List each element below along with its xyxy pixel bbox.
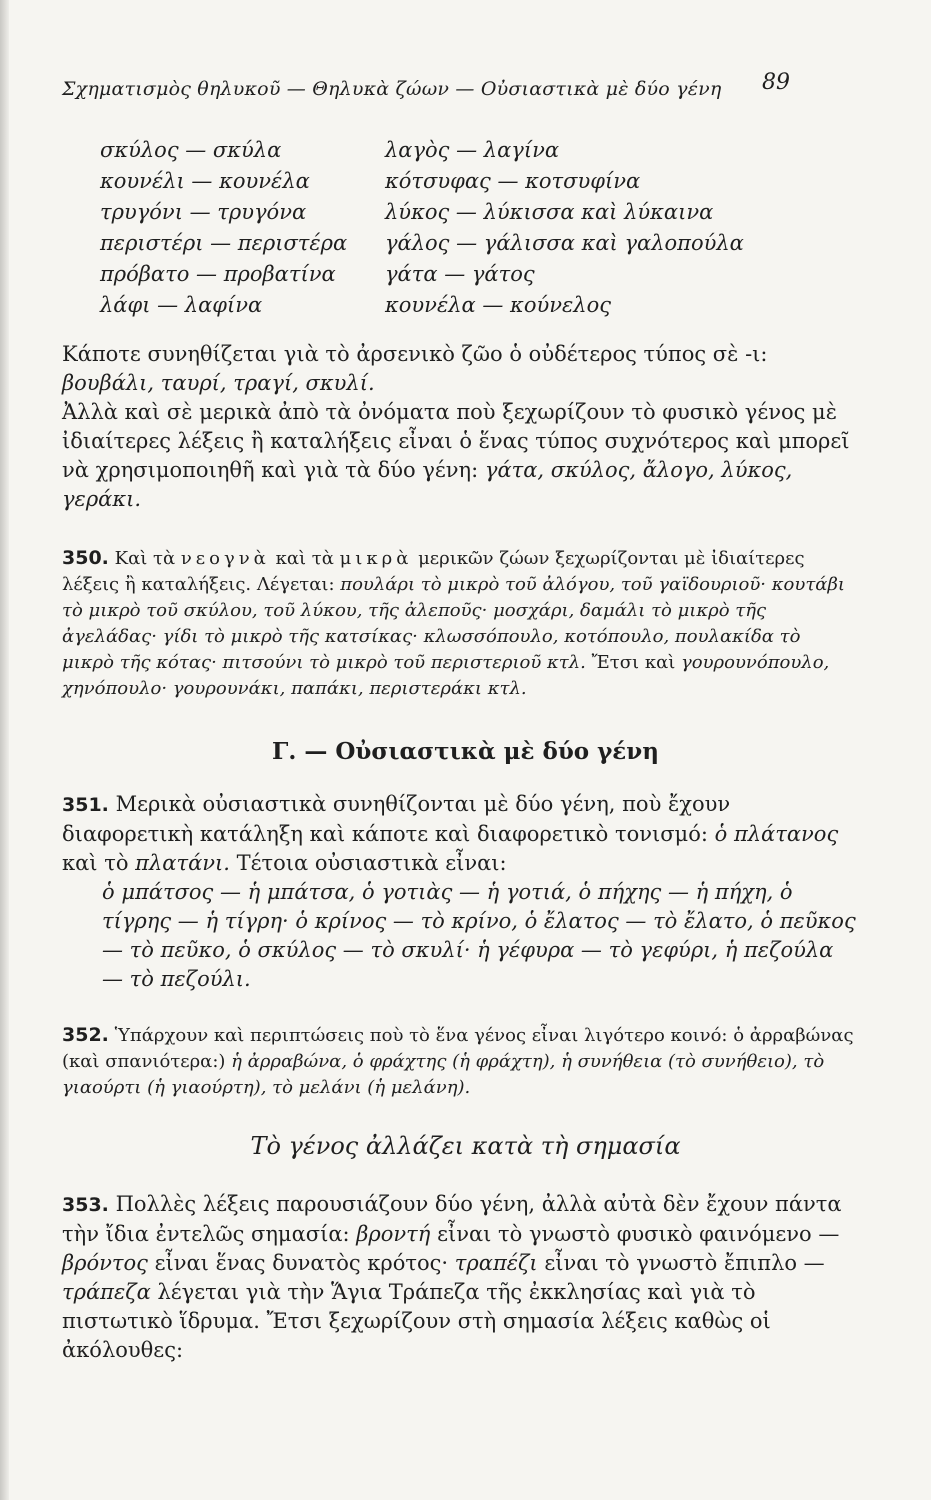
section-example: τράπεζα (62, 1280, 151, 1304)
noun-pair: περιστέρι — περιστέρα (100, 231, 348, 255)
section-text: μερικῶν ζώων ξεχωρίζονται μὲ ἰδιαίτερες λέξεις ἢ καταλήξεις. Λέγεται: (62, 548, 805, 595)
section-352 (22, 1022, 857, 1101)
section-text: εἶναι τὸ γνωστὸ ἔπιπλο — (544, 1251, 825, 1275)
noun-pairs-right (385, 135, 744, 321)
paragraph-common-form (22, 398, 857, 514)
noun-pairs-left (100, 135, 347, 321)
spaced-term: νεογνὰ (180, 548, 270, 569)
paragraph-masculine-neuter (22, 340, 857, 398)
paragraph-examples: βουβάλι, ταυρί, τραγί, σκυλί. (62, 371, 375, 395)
noun-pair: κότσυφας — κοτσυφίνα (385, 169, 641, 193)
section-text: Καὶ τὰ (114, 548, 176, 569)
section-text: καὶ τὸ (62, 851, 129, 875)
noun-pair: σκύλος — σκύλα (100, 138, 282, 162)
section-text: Τέτοια οὐσιαστικὰ εἶναι: (236, 851, 507, 875)
noun-pair: λάφι — λαφίνα (100, 293, 263, 317)
noun-pair: κουνέλα — κούνελος (385, 293, 611, 317)
section-text: ὁ ἀρραβώνας (καὶ σπανιότερα:) (62, 1025, 854, 1072)
section-text: εἶναι ἕνας δυνατὸς κρότος· (154, 1251, 449, 1275)
section-number: 351. (62, 794, 109, 816)
section-text: εἶναι τὸ γνωστὸ φυσικὸ φαινόμενο — (437, 1222, 840, 1246)
section-text: Ἔτσι καὶ (591, 652, 676, 673)
section-example: πλατάνι. (135, 851, 230, 875)
gender-pairs-list: ὁ μπάτσος — ἡ μπάτσα, ὁ γοτιὰς — ἡ γοτιά, ὁ πήχης — ἡ πήχη, ὁ τίγρης — ἡ τίγρη· ὁ κρίνος — τὸ κρίνο, ὁ ἔλατος — τὸ ἔλατο, ὁ πεῦκος — τὸ πεῦκο, ὁ σκύλος — τὸ σκυλί· ἡ γέφυρα — τὸ γεφύρι, ἡ πεζούλα — τὸ πεζούλι. (102, 880, 856, 991)
section-351 (22, 790, 857, 994)
section-heading-two-genders: Γ. — Οὐσιαστικὰ μὲ δύο γένη (272, 738, 659, 765)
section-text: καὶ τὰ (275, 548, 334, 569)
noun-pair: λύκος — λύκισσα καὶ λύκαινα (385, 200, 714, 224)
section-heading-meaning: Τὸ γένος ἀλλάζει κατὰ τὴ σημασία (250, 1132, 681, 1160)
spaced-term: μικρὰ (339, 548, 413, 569)
section-example: βροντή (356, 1222, 431, 1246)
section-353 (22, 1190, 857, 1365)
section-example: ὁ πλάτανος (714, 822, 839, 846)
section-examples: ἡ ἀρραβώνα, ὁ φράχτης (ἡ φράχτη), ἡ συνήθεια (τὸ συνήθειο), τὸ γιαούρτι (ἡ γιαούρτη), τὸ μελάνι (ἡ μελάνη). (62, 1051, 825, 1098)
paragraph-text: Κάποτε συνηθίζεται γιὰ τὸ ἀρσενικὸ ζῶο ὁ οὐδέτερος τύπος σὲ -ι: (62, 342, 768, 366)
noun-pair: πρόβατο — προβατίνα (100, 262, 336, 286)
noun-pair: γάτα — γάτος (385, 262, 535, 286)
paragraph-text: Ἀλλὰ καὶ σὲ μερικὰ ἀπὸ τὰ ὀνόματα ποὺ ξεχωρίζουν τὸ φυσικὸ γένος μὲ ἰδιαίτερες λέξεις ἢ καταλήξεις εἶναι ὁ ἕνας τύπος συχνότερος καὶ μπορεῖ νὰ χρησιμοποιηθῆ καὶ γιὰ τὰ δύο γένη: (62, 400, 850, 482)
noun-pair: γάλος — γάλισσα καὶ γαλοπούλα (385, 231, 744, 255)
running-header (62, 70, 822, 110)
noun-pair: τρυγόνι — τρυγόνα (100, 200, 307, 224)
section-number: 352. (62, 1024, 109, 1046)
section-text: Μερικὰ οὐσιαστικὰ συνηθίζονται μὲ δύο γένη, ποὺ ἔχουν διαφορετικὴ κατάληξη καὶ κάποτε καὶ διαφορετικὸ τονισμό: (62, 792, 731, 846)
page-number: 89 (762, 70, 790, 95)
section-text: Πολλὲς λέξεις παρουσιάζουν δύο γένη, ἀλλὰ αὐτὰ δὲν ἔχουν πάντα τὴν ἴδια ἐντελῶς σημασία: (62, 1192, 842, 1246)
section-350 (22, 545, 857, 702)
section-example: τραπέζι (454, 1251, 538, 1275)
noun-pair: λαγὸς — λαγίνα (385, 138, 560, 162)
paragraph-examples: γάτα, σκύλος, ἄλογο, λύκος, γεράκι. (62, 458, 793, 511)
section-text: λέγεται γιὰ τὴν Ἅγια Τράπεζα τῆς ἐκκλησίας καὶ γιὰ τὸ πιστωτικὸ ἵδρυμα. Ἔτσι ξεχωρίζουν στὴ σημασία λέξεις καθὼς οἱ ἀκόλουθες: (62, 1280, 771, 1362)
noun-pair: κουνέλι — κουνέλα (100, 169, 310, 193)
section-number: 350. (62, 547, 109, 569)
section-text: Ὑπάρχουν καὶ περιπτώσεις ποὺ τὸ ἕνα γένος εἶναι λιγότερο κοινό: (114, 1025, 728, 1046)
section-example: βρόντος (62, 1251, 148, 1275)
section-examples: γουρουνόπουλο, χηνόπουλο· γουρουνάκι, παπάκι, περιστεράκι κτλ. (62, 652, 830, 699)
section-number: 353. (62, 1194, 109, 1216)
header-title: Σχηματισμὸς θηλυκοῦ — Θηλυκὰ ζώων — Οὐσιαστικὰ μὲ δύο γένη (62, 78, 722, 100)
section-examples: πουλάρι τὸ μικρὸ τοῦ ἀλόγου, τοῦ γαϊδουριοῦ· κουτάβι τὸ μικρὸ τοῦ σκύλου, τοῦ λύκου, τῆς ἀλεποῦς· μοσχάρι, δαμάλι τὸ μικρὸ τῆς ἀγελάδας· γίδι τὸ μικρὸ τῆς κατσίκας· κλωσσόπουλο, κοτόπουλο, πουλακίδα τὸ μικρὸ τῆς κότας· πιτσούνι τὸ μικρὸ τοῦ περιστεριοῦ κτλ. (62, 574, 845, 673)
